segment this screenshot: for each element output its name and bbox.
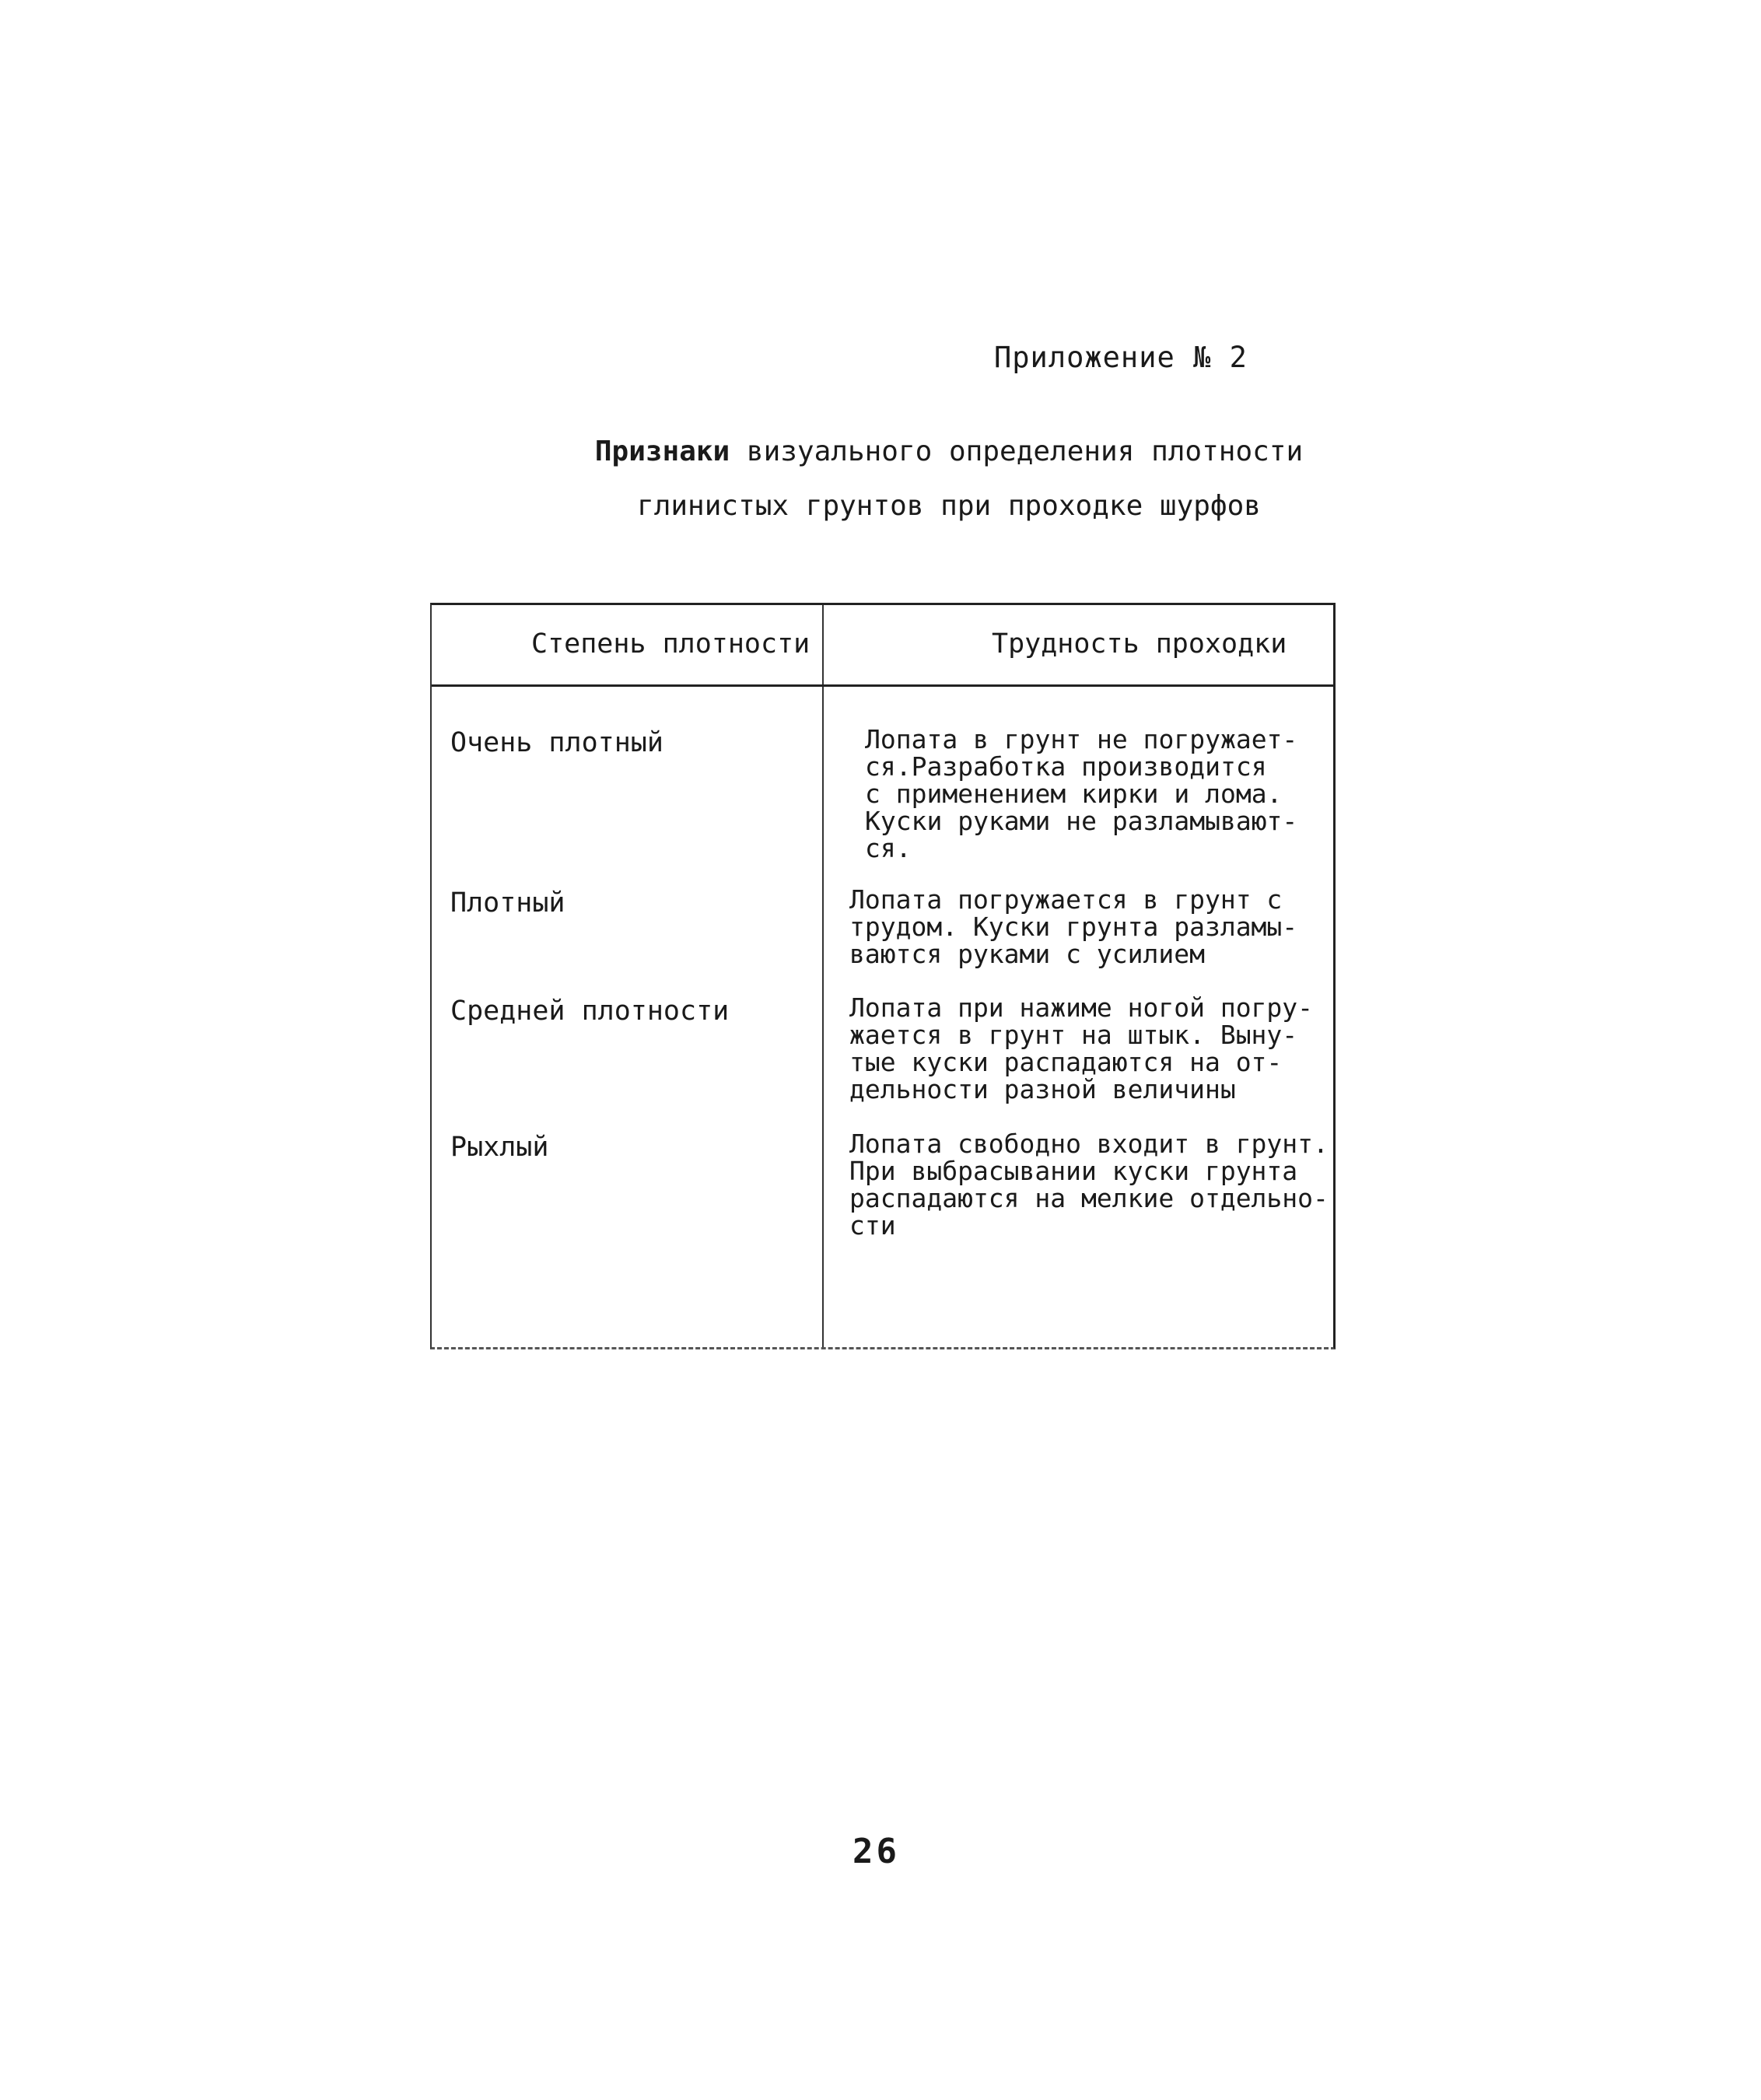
page-number: 26: [852, 1832, 900, 1871]
title-first-word: Признаки: [594, 436, 730, 467]
title-line-1-rest: визуального определения плотности: [730, 436, 1304, 467]
row-1-difficulty: Лопата в грунт не погружает- ся.Разработка производится с применением кирки и лома. Куски руками не разламывают- ся.: [865, 724, 1298, 863]
row-3-degree: Средней плотности: [450, 996, 730, 1027]
header-digging-difficulty: Трудность проходки: [992, 628, 1287, 660]
density-table: [430, 603, 1336, 1349]
row-3-difficulty: Лопата при нажиме ногой погру- жается в грунт на штык. Выну- тые куски распадаются на от- дельности разной величины: [849, 992, 1314, 1104]
column-divider: [822, 605, 824, 1347]
row-2-degree: Плотный: [450, 887, 565, 919]
appendix-label: Приложение № 2: [994, 341, 1248, 374]
row-4-degree: Рыхлый: [450, 1132, 549, 1163]
row-4-difficulty: Лопата свободно входит в грунт. При выбрасывании куски грунта распадаются на мелкие отдельно- сти: [849, 1129, 1329, 1241]
document-title-line-2: глинистых грунтов при проходке шурфов: [637, 490, 1261, 522]
document-title-line-1: [404, 436, 1493, 467]
header-separator: [432, 684, 1333, 687]
row-1-degree: Очень плотный: [450, 727, 663, 758]
header-density-degree: Степень плотности: [531, 628, 810, 660]
row-2-difficulty: Лопата погружается в грунт с трудом. Куски грунта разламы- ваются руками с усилием: [849, 884, 1298, 969]
